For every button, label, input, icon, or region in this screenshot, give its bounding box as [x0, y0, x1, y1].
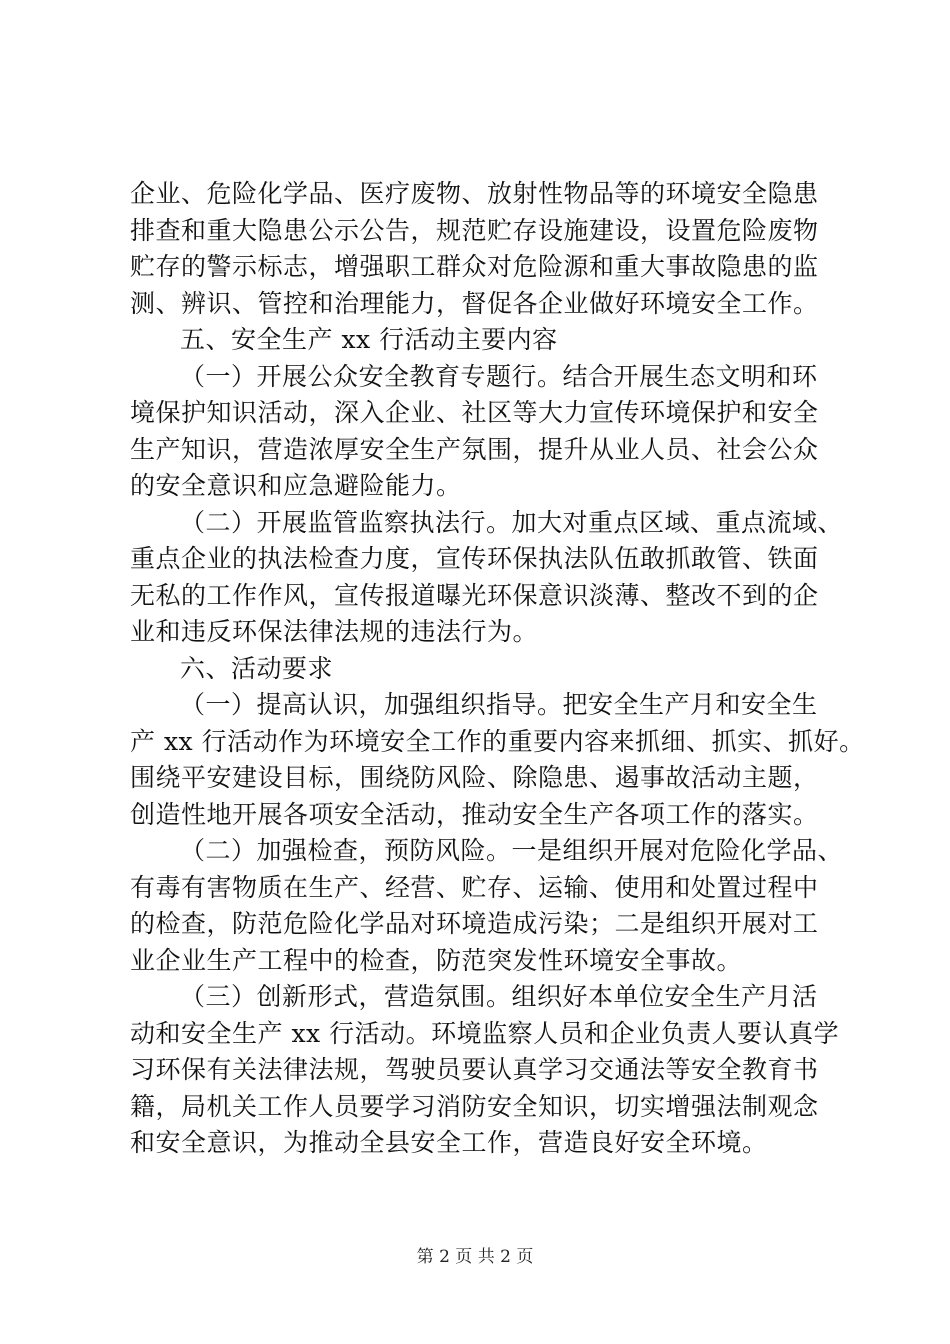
paragraph-line: 有毒有害物质在生产、经营、贮存、运输、使用和处置过程中 [130, 872, 819, 902]
paragraph-line: （二）加强检查，预防风险。一是组织开展对危险化学品、 [180, 836, 844, 865]
paragraph-line: 和安全意识，为推动全县安全工作，营造良好安全环境。 [130, 1128, 768, 1157]
paragraph-line: （一）提高认识，加强组织指导。把安全生产月和安全生 [180, 690, 818, 719]
paragraph-line: 的检查，防范危险化学品对环境造成污染；二是组织开展对工 [130, 909, 819, 938]
paragraph-line: 创造性地开展各项安全活动，推动安全生产各项工作的落实。 [130, 799, 819, 829]
paragraph-line: 测、辨识、管控和治理能力，督促各企业做好环境安全工作。 [130, 288, 819, 318]
paragraph-line: （一）开展公众安全教育专题行。结合开展生态文明和环 [180, 361, 818, 391]
paragraph-line: 境保护知识活动，深入企业、社区等大力宣传环境保护和安全 [130, 398, 819, 427]
paragraph-line: 产 xx 行活动作为环境安全工作的重要内容来抓细、抓实、抓好。 [130, 726, 865, 756]
paragraph-line: （三）创新形式，营造氛围。组织好本单位安全生产月活 [180, 982, 818, 1011]
paragraph-line: 动和安全生产 xx 行活动。环境监察人员和企业负责人要认真学 [130, 1018, 840, 1048]
paragraph-line: 习环保有关法律法规，驾驶员要认真学习交通法等安全教育书 [130, 1055, 819, 1084]
paragraph-line: 生产知识，营造浓厚安全生产氛围，提升从业人员、社会公众 [130, 434, 819, 464]
paragraph-line: 企业、危险化学品、医疗废物、放射性物品等的环境安全隐患 [130, 179, 819, 208]
paragraph-line: 贮存的警示标志，增强职工群众对危险源和重大事故隐患的监 [130, 252, 819, 281]
page-number-label: 第 2 页 共 2 页 [416, 1247, 534, 1267]
paragraph-line: 业和违反环保法律法规的违法行为。 [130, 617, 539, 646]
paragraph-line: 排查和重大隐患公示公告，规范贮存设施建设，设置危险废物 [130, 215, 819, 245]
paragraph-line: 重点企业的执法检查力度，宣传环保执法队伍敢抓敢管、铁面 [130, 544, 819, 573]
section-heading: 五、安全生产 xx 行活动主要内容 [180, 325, 558, 354]
document-body [130, 176, 865, 1162]
paragraph-line: 籍，局机关工作人员要学习消防安全知识，切实增强法制观念 [130, 1091, 819, 1121]
paragraph-line: 的安全意识和应急避险能力。 [130, 471, 462, 500]
paragraph-line: 无私的工作作风，宣传报道曝光环保意识淡薄、整改不到的企 [130, 580, 819, 610]
section-heading: 六、活动要求 [180, 653, 334, 683]
paragraph-line: 围绕平安建设目标，围绕防风险、除隐患、遏事故活动主题， [130, 763, 819, 792]
paragraph-line: （二）开展监管监察执法行。加大对重点区域、重点流域、 [180, 507, 844, 537]
page-footer [0, 1242, 950, 1267]
paragraph-line: 业企业生产工程中的检查，防范突发性环境安全事故。 [130, 945, 743, 975]
